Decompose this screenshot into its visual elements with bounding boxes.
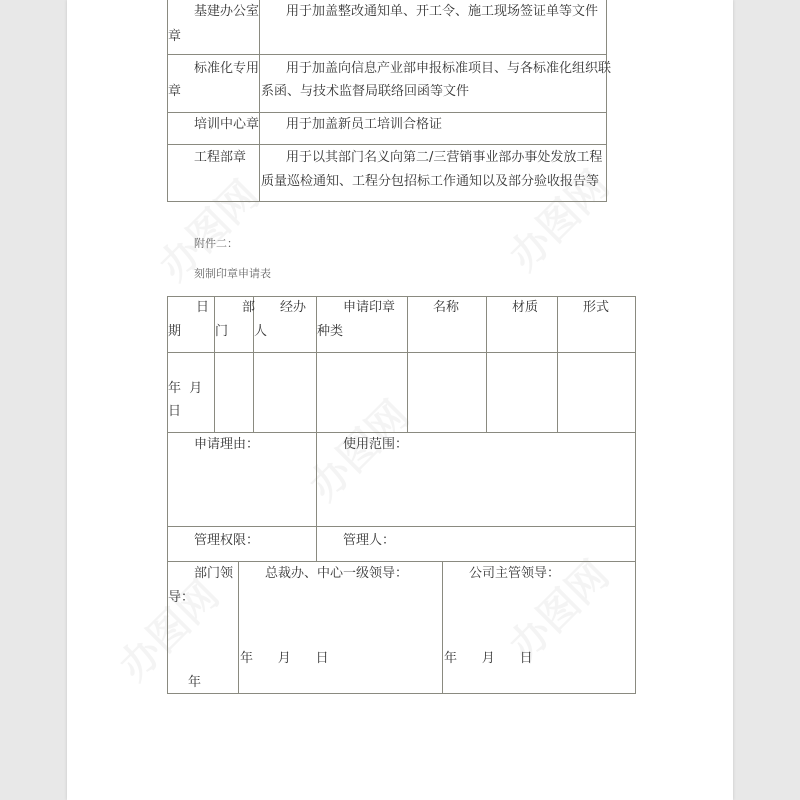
table-cell[interactable] (316, 352, 408, 433)
center-leader-date: 年 月 日 (240, 651, 329, 666)
table-cell[interactable] (557, 352, 636, 433)
header-seal-type: 申请印章 (343, 300, 396, 315)
seal-use: 用于加盖向信息产业部申报标准项目、与各标准化组织联 (286, 61, 612, 76)
seal-name: 工程部章 (194, 150, 247, 165)
dept-leader-date: 年 (188, 675, 202, 690)
seal-name: 基建办公室 (194, 4, 260, 19)
seal-name: 章 (168, 84, 182, 99)
header-name: 名称 (433, 300, 460, 315)
seal-use: 质量巡检通知、工程分包招标工作通知以及部分验收报告等 (261, 174, 600, 189)
seal-name: 标准化专用 (194, 61, 260, 76)
header-handler: 人 (254, 324, 268, 339)
manager-label: 管理人： (343, 533, 396, 548)
seal-name: 章 (168, 29, 182, 44)
header-material: 材质 (512, 300, 539, 315)
seal-use: 用于加盖新员工培训合格证 (286, 117, 443, 132)
date-value: 年 月 (168, 381, 203, 396)
authority-label: 管理权限： (194, 533, 260, 548)
seal-use: 系函、与技术监督局联络回函等文件 (261, 84, 470, 99)
seal-use: 用于以其部门名义向第二/三营销事业部办事处发放工程 (286, 150, 603, 165)
scope-label: 使用范围： (343, 437, 409, 452)
header-date: 期 (168, 324, 182, 339)
header-seal-type: 种类 (317, 324, 344, 339)
attachment-label: 附件二： (194, 237, 238, 250)
form-title: 刻制印章申请表 (194, 267, 271, 280)
header-dept: 部 (242, 300, 256, 315)
seal-name: 培训中心章 (194, 117, 260, 132)
company-leader-date: 年 月 日 (444, 651, 533, 666)
center-leader-label: 总裁办、中心一级领导： (265, 566, 409, 581)
header-dept: 门 (215, 324, 229, 339)
reason-label: 申请理由： (194, 437, 260, 452)
table-cell[interactable] (486, 352, 558, 433)
table-cell[interactable] (253, 352, 317, 433)
header-handler: 经办 (280, 300, 307, 315)
dept-leader-label: 导： (168, 590, 195, 605)
table-cell[interactable] (407, 352, 487, 433)
seal-use: 用于加盖整改通知单、开工令、施工现场签证单等文件 (286, 4, 599, 19)
date-value: 日 (168, 404, 182, 419)
header-form: 形式 (583, 300, 610, 315)
company-leader-label: 公司主管领导： (469, 566, 561, 581)
header-date: 日 (196, 300, 210, 315)
dept-leader-label: 部门领 (194, 566, 234, 581)
table-cell[interactable] (214, 352, 254, 433)
